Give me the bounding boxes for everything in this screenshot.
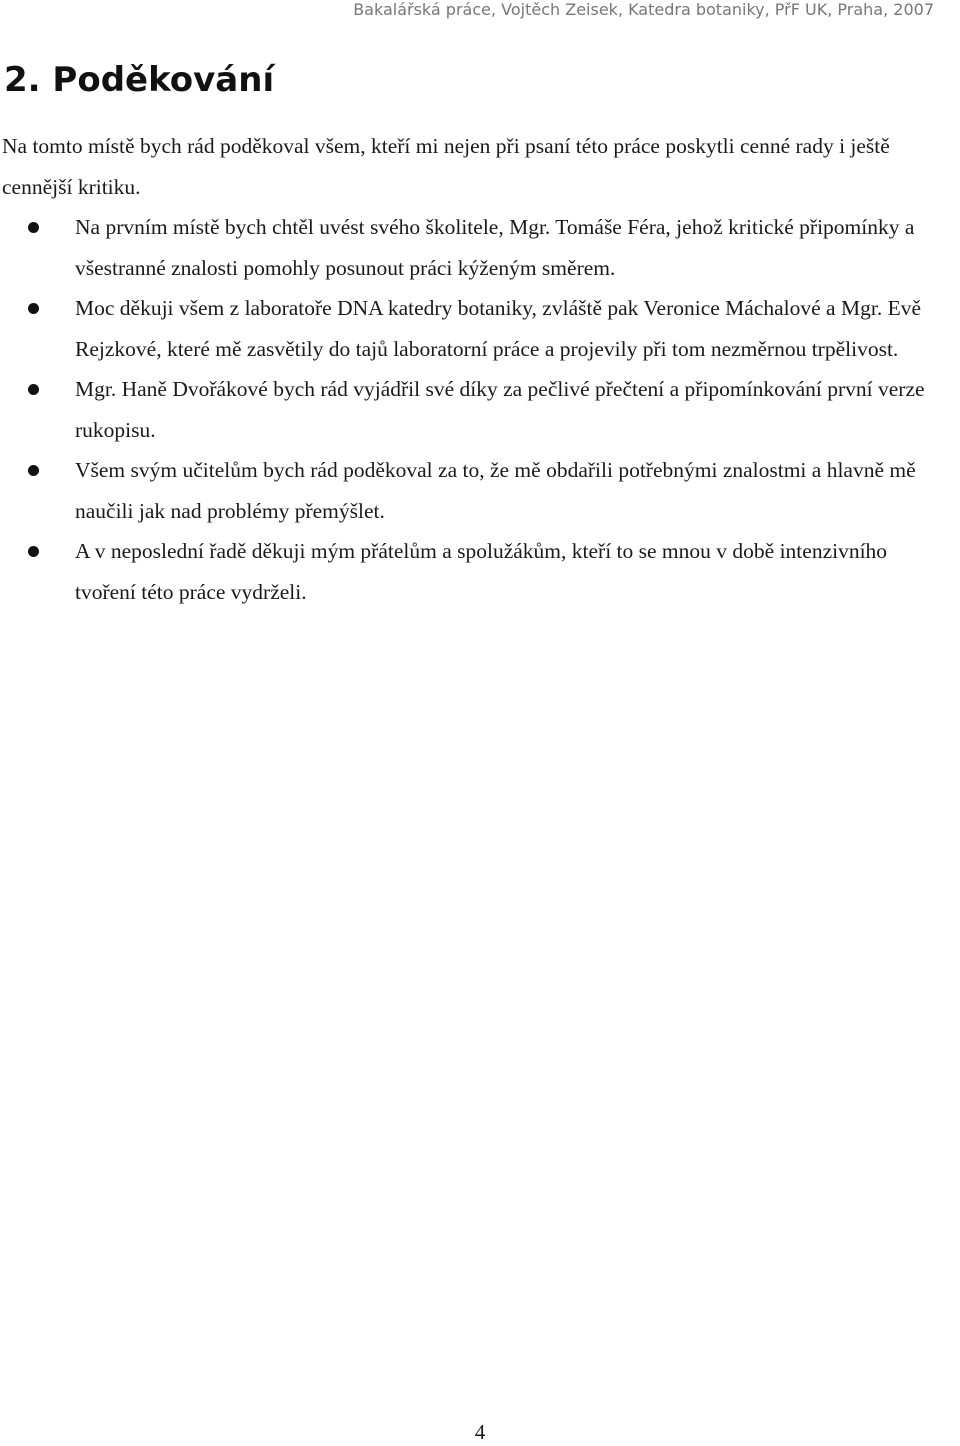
list-item — [0, 207, 956, 288]
list-item — [0, 288, 956, 369]
bullet-icon — [28, 465, 39, 476]
section-heading: 2. Poděkování — [4, 60, 275, 100]
bullet-icon — [28, 546, 39, 557]
running-header: Bakalářská práce, Vojtěch Zeisek, Katedra botaniky, PřF UK, Praha, 2007 — [353, 0, 934, 19]
bullet-icon — [28, 303, 39, 314]
acknowledgements-list — [0, 207, 956, 612]
list-item-text: A v neposlední řadě děkuji mým přátelům a spolužákům, kteří to se mnou v době intenzivního tvoření této práce vydrželi. — [75, 539, 888, 604]
list-item — [0, 450, 956, 531]
bullet-icon — [28, 222, 39, 233]
list-item — [0, 531, 956, 612]
page-number: 4 — [474, 1420, 486, 1444]
acknowledgements-body — [0, 126, 956, 612]
list-item-text: Moc děkuji všem z laboratoře DNA katedry botaniky, zvláště pak Veronice Máchalové a Mgr. Evě Rejzkové, které mě zasvětily do tajů laboratorní práce a projevily při tom nezměrnou trpělivost. — [75, 296, 921, 361]
list-item — [0, 369, 956, 450]
list-item-text: Mgr. Haně Dvořákové bych rád vyjádřil své díky za pečlivé přečtení a připomínkování první verze rukopisu. — [75, 377, 925, 442]
list-item-text: Všem svým učitelům bych rád poděkoval za to, že mě obdařili potřebnými znalostmi a hlavně mě naučili jak nad problémy přemýšlet. — [75, 458, 916, 523]
bullet-icon — [28, 384, 39, 395]
list-item-text: Na prvním místě bych chtěl uvést svého školitele, Mgr. Tomáše Féra, jehož kritické připomínky a všestranné znalosti pomohly posunout práci kýženým směrem. — [75, 215, 915, 280]
intro-paragraph: Na tomto místě bych rád poděkoval všem, kteří mi nejen při psaní této práce poskytli cenné rady i ještě cennější kritiku. — [2, 134, 890, 199]
